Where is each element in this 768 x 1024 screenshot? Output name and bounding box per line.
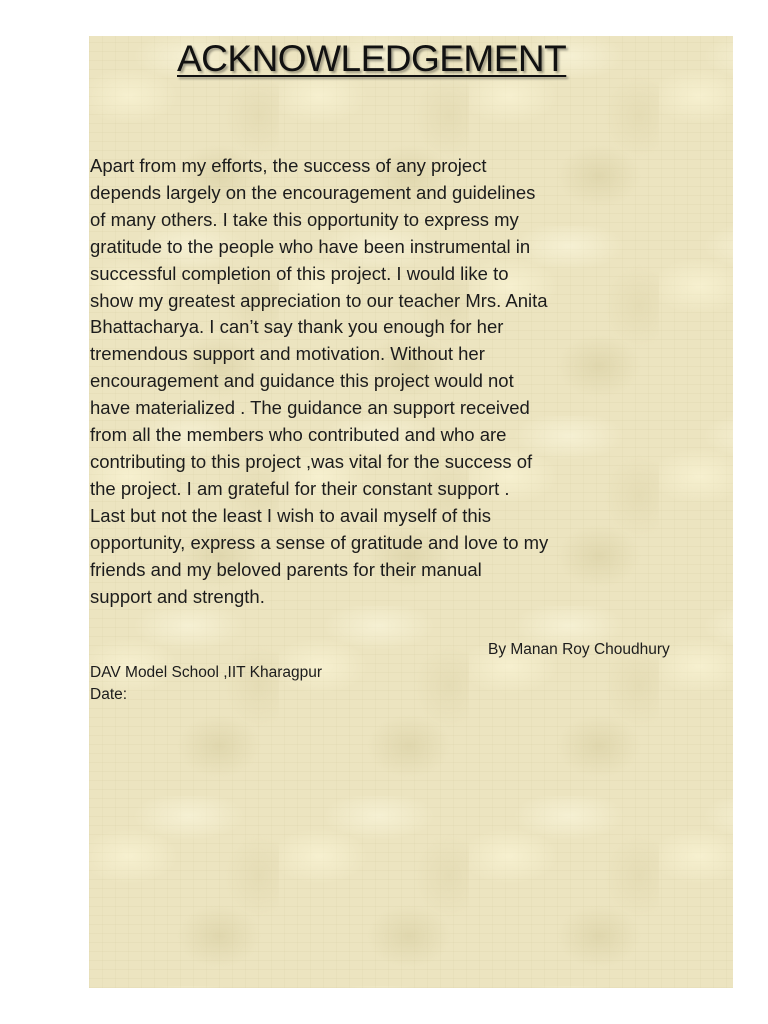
paragraph-line: depends largely on the encouragement and guidelines bbox=[90, 181, 536, 203]
paragraph-line: contributing to this project ,was vital for the success of bbox=[90, 450, 533, 472]
paragraph-line: show my greatest appreciation to our teacher Mrs. Anita bbox=[90, 289, 548, 311]
paragraph-line: from all the members who contributed and who are bbox=[90, 424, 507, 446]
paragraph-line: Bhattacharya. I can’t say thank you enough for her bbox=[90, 316, 504, 338]
acknowledgement-paragraph bbox=[90, 153, 590, 610]
paragraph-line: support and strength. bbox=[90, 585, 265, 607]
paragraph-line: opportunity, express a sense of gratitude and love to my bbox=[90, 531, 549, 553]
paragraph-line: friends and my beloved parents for their manual bbox=[90, 558, 482, 580]
paragraph-line: the project. I am grateful for their constant support . bbox=[90, 477, 510, 499]
paragraph-line: of many others. I take this opportunity to express my bbox=[90, 208, 519, 230]
document-page bbox=[89, 36, 733, 988]
paragraph-line: Last but not the least I wish to avail myself of this bbox=[90, 504, 492, 526]
paragraph-line: Apart from my efforts, the success of any project bbox=[90, 155, 487, 176]
page-title: ACKNOWLEDGEMENT bbox=[177, 38, 567, 79]
author-signature: By Manan Roy Choudhury bbox=[488, 641, 670, 658]
paragraph-line: encouragement and guidance this project would not bbox=[90, 370, 514, 392]
paragraph-line: gratitude to the people who have been instrumental in bbox=[90, 235, 531, 257]
date-label: Date: bbox=[90, 686, 128, 703]
paragraph-line: tremendous support and motivation. Without her bbox=[90, 343, 485, 365]
paragraph-line: have materialized . The guidance an support received bbox=[90, 397, 530, 419]
paragraph-line: successful completion of this project. I would like to bbox=[90, 262, 509, 284]
school-name: DAV Model School ,IIT Kharagpur bbox=[90, 664, 323, 681]
